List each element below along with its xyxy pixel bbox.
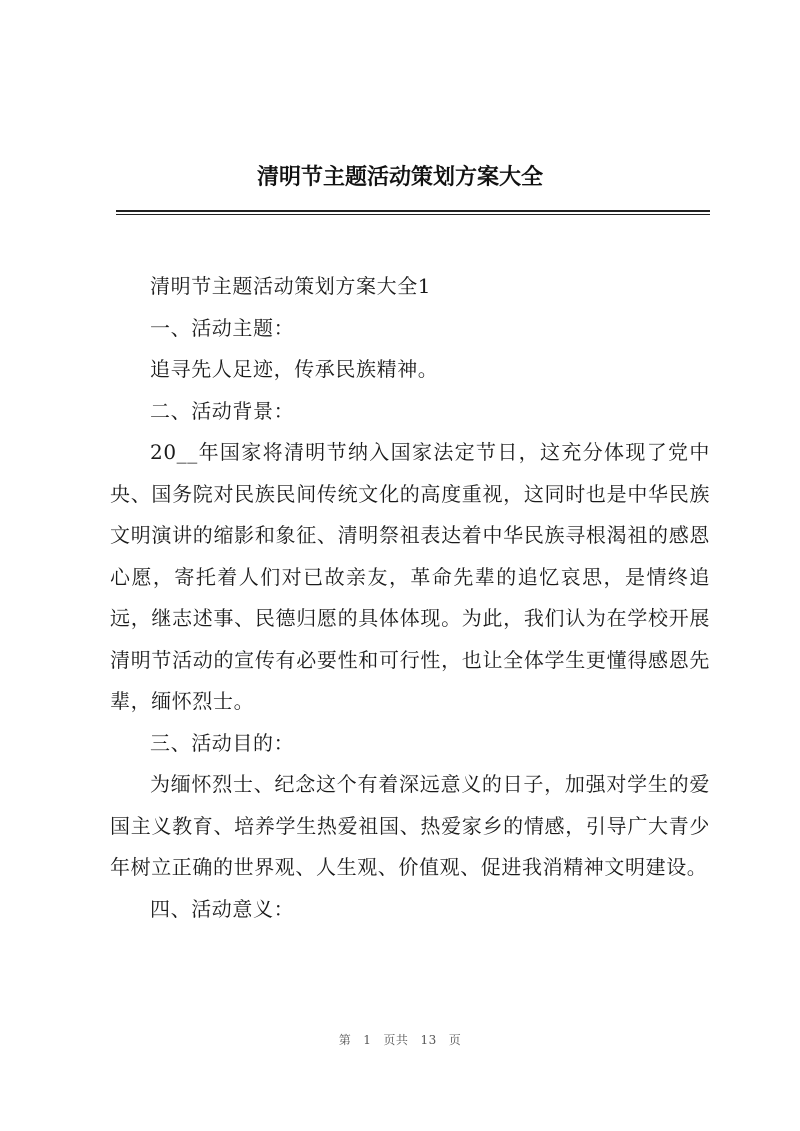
footer-label-of: 页共: [383, 1033, 409, 1047]
item-heading-background: 二、活动背景：: [150, 398, 295, 423]
paragraph-background: 20__年国家将清明节纳入国家法定节日，这充分体现了党中央、国务院对民族民间传统文化的高度重视，这同时也是中华民族文明演讲的缩影和象征、清明祭祖表达着中华民族寻根渴祖的感恩心愿，寄托着人们对已故亲友，革命先辈的追忆哀思，是情终追远，继志述事、民德归愿的具体体现。为此，我们认为在学校开展清明节活动的宣传有必要性和可行性，也让全体学生更懂得感恩先辈，缅怀烈士。: [110, 440, 710, 713]
section-heading: 清明节主题活动策划方案大全1: [150, 274, 432, 298]
document-title: 清明节主题活动策划方案大全: [256, 165, 543, 190]
footer-label-pages: 页: [448, 1033, 462, 1047]
title-divider-thick: [116, 210, 710, 212]
title-divider-thin: [116, 214, 710, 215]
paragraph-theme: 追寻先人足迹，传承民族精神。: [150, 357, 439, 381]
item-heading-significance: 四、活动意义：: [150, 896, 295, 921]
footer-label-page: 第: [338, 1033, 352, 1047]
paragraph-purpose: 为缅怀烈士、纪念这个有着深远意义的日子，加强对学生的爱国主义教育、培养学生热爱祖国、热爱家乡的情感，引导广大青少年树立正确的世界观、人生观、价值观、促进我消精神文明建设。: [110, 772, 710, 879]
footer-current-page: 1: [363, 1033, 372, 1047]
item-heading-purpose: 三、活动目的：: [150, 730, 295, 755]
page-footer: [0, 1031, 800, 1049]
footer-total-pages: 13: [420, 1033, 437, 1047]
item-heading-theme: 一、活动主题：: [150, 315, 295, 340]
document-body: [110, 266, 710, 930]
